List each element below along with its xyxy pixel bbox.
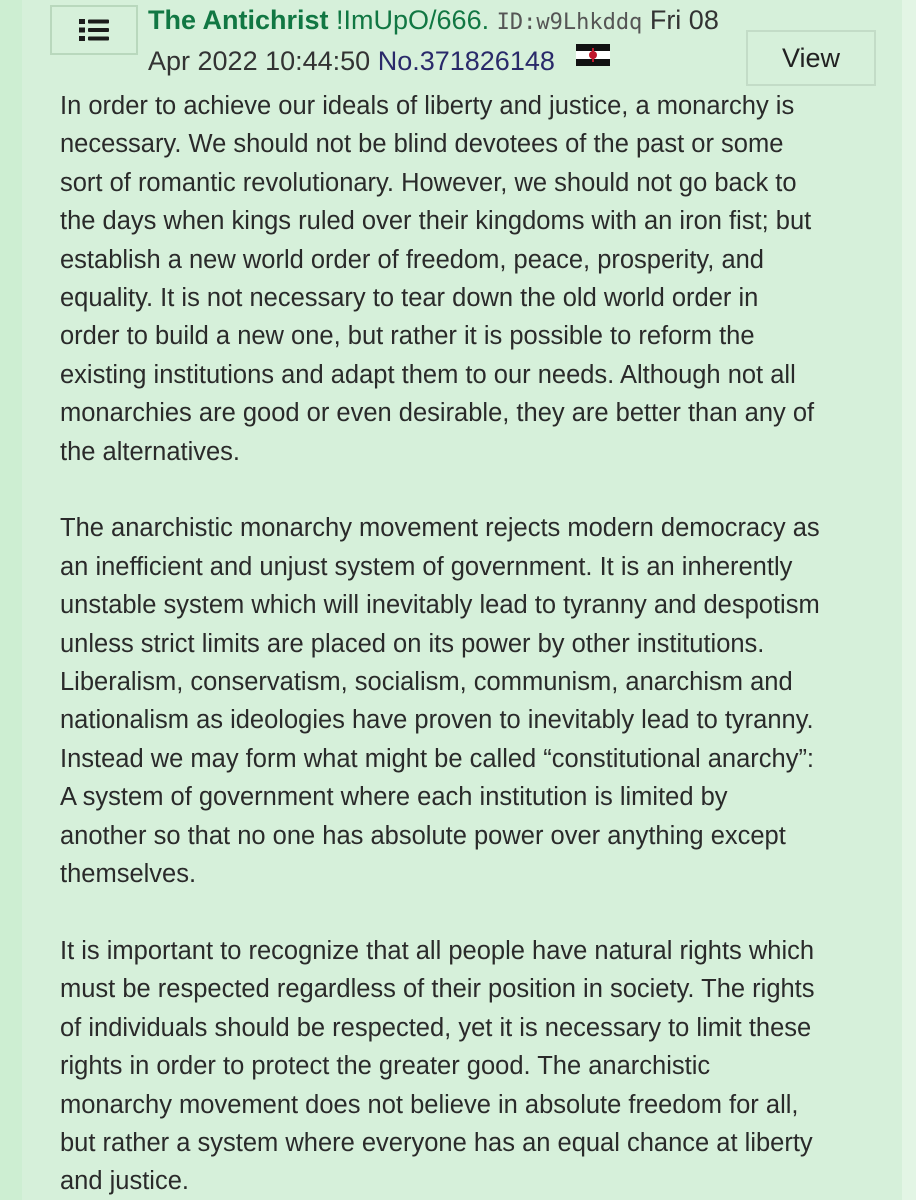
- post-menu-button[interactable]: [50, 5, 138, 55]
- post-paragraph-3: It is important to recognize that all people have natural rights which must be respected regardless of their position in society. The rights of individuals should be respected, yet it is necessary to limit these rights in order to protect the greater good. The anarchistic monarchy movement does not believe in absolute freedom for all, but rather a system where everyone has an equal chance at liberty and justice.: [60, 936, 815, 1196]
- poster-name: The Antichrist: [148, 5, 329, 35]
- post-date-end: Apr 2022 10:44:50: [148, 46, 371, 76]
- tripcode: !ImUpO/666.: [336, 5, 490, 35]
- post-date-start: Fri 08: [649, 5, 719, 35]
- post-number-link[interactable]: No.371826148: [377, 46, 555, 76]
- post-header: [148, 0, 719, 43]
- poster-id[interactable]: ID:w9Lhkddq: [496, 10, 643, 35]
- post-header-continued: [148, 41, 610, 81]
- view-button[interactable]: View: [746, 30, 876, 86]
- post-paragraph-2: The anarchistic monarchy movement rejects modern democracy as an inefficient and unjust system of government. It is an inherently unstable system which will inevitably lead to tyranny and despotism unless strict limits are placed on its power by other institutions. Liberalism, conservatism, socialism, communism, anarchism and nationalism as ideologies have proven to inevitably lead to tyranny. Instead we may form what might be called “constitutional anarchy”: A system of government where each institution is limited by another so that no one has absolute power over anything except themselves.: [60, 514, 820, 889]
- post-body: [60, 87, 890, 1200]
- right-gutter: [902, 0, 916, 1200]
- left-gutter: [0, 0, 22, 1200]
- country-flag-icon: [576, 44, 610, 66]
- post-paragraph-1: In order to achieve our ideals of liberty and justice, a monarchy is necessary. We should not be blind devotees of the past or some sort of romantic revolutionary. However, we should not go back to the days when kings ruled over their kingdoms with an iron fist; but establish a new world order of freedom, peace, prosperity, and equality. It is not necessary to tear down the old world order in order to build a new one, but rather it is possible to reform the existing institutions and adapt them to our needs. Although not all monarchies are good or even desirable, they are better than any of the alternatives.: [60, 92, 815, 466]
- menu-icon: [79, 18, 109, 42]
